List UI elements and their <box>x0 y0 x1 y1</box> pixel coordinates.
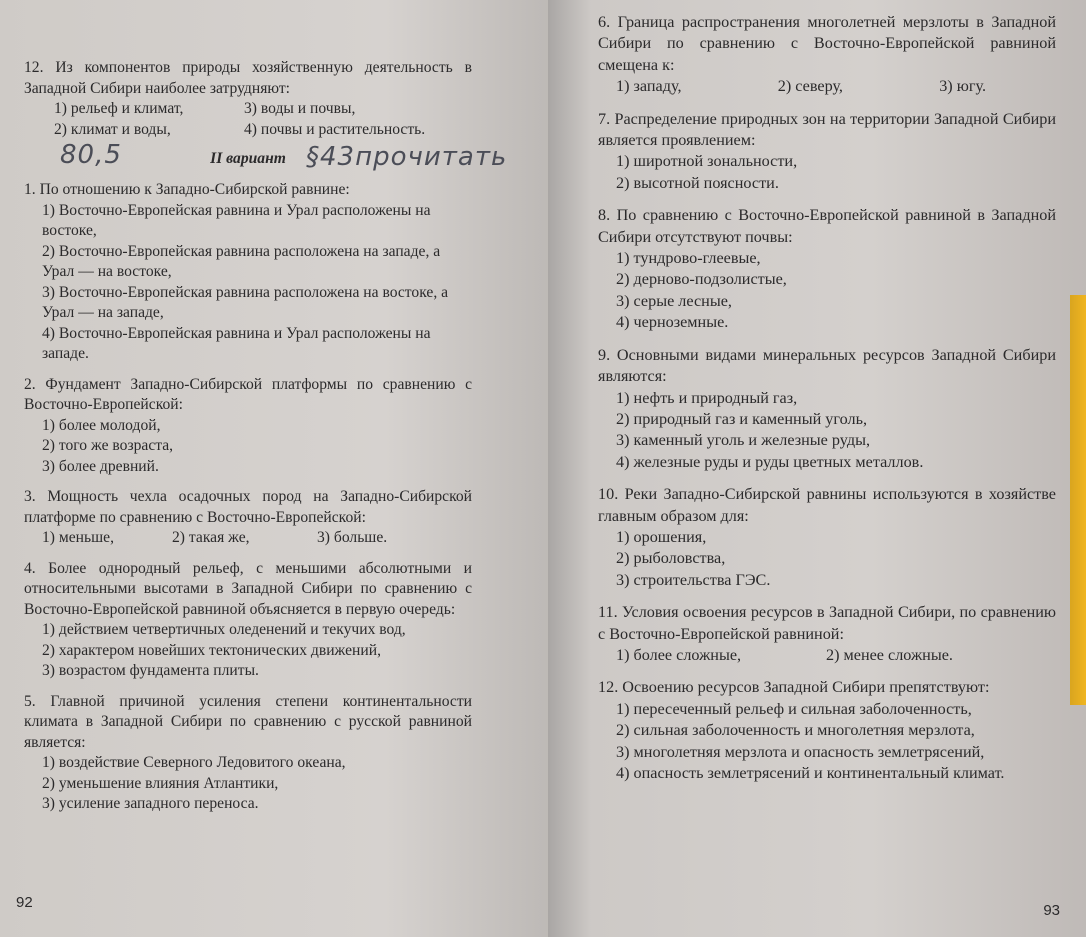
answer-option: 1) Восточно-Европейская равнина и Урал расположены на востоке, <box>42 201 431 239</box>
question-stem: 9. Основными видами минеральных ресурсов Западной Сибири являются: <box>598 345 1056 386</box>
answer-option: 3) многолетняя мерзлота и опасность землетрясений, <box>616 742 985 761</box>
question-stem: 10. Реки Западно-Сибирской равнины используются в хозяйстве главным образом для: <box>598 485 1056 525</box>
question <box>24 692 472 815</box>
handwritten-note: §43прочитать <box>306 142 508 172</box>
question <box>598 345 1056 473</box>
answer-option: 2) уменьшение влияния Атлантики, <box>42 774 279 792</box>
answer-option: 1) тундрово-глеевые, <box>616 249 761 268</box>
answer-option: 1) нефть и природный газ, <box>616 388 798 407</box>
answer-option: 3) каменный уголь и железные руды, <box>616 431 870 450</box>
answer-option: 3) больше. <box>317 529 388 546</box>
question <box>24 559 472 682</box>
answer-option: 4) железные руды и руды цветных металлов. <box>616 452 924 471</box>
answer-option: 3) возрастом фундамента плиты. <box>42 662 259 679</box>
question <box>598 109 1056 195</box>
answer-option: 2) дерново-подзолистые, <box>616 270 787 289</box>
right-page <box>548 0 1086 937</box>
answer-option: 3) усиление западного переноса. <box>42 795 259 812</box>
answer-option: 2) характером новейших тектонических движений, <box>42 641 381 659</box>
answer-option: 2) такая же, <box>172 529 250 546</box>
answer-option: 1) рельеф и климат, <box>54 100 184 117</box>
book-edge-yellow <box>1070 295 1086 705</box>
question-stem: 1. По отношению к Западно-Сибирской равнине: <box>24 181 350 198</box>
question <box>598 12 1056 98</box>
question-stem: 11. Условия освоения ресурсов в Западной Сибири, по сравнению с Восточно-Европейской равниной: <box>598 603 1056 643</box>
question <box>598 677 1056 784</box>
question <box>24 487 472 549</box>
question-stem: 6. Граница распространения многолетней мерзлоты в Западной Сибири по сравнению с Восточно-Европейской равниной смещена к: <box>598 13 1056 74</box>
question <box>24 180 472 365</box>
question-stem: 4. Более однородный рельеф, с меньшими абсолютными и относительными высотами в Западной Сибири по сравнению с Восточно-Европейской равниной объясняется в первую очередь: <box>24 559 472 618</box>
question-stem: 5. Главной причиной усиления степени континентальности климата в Западной Сибири по сравнению с русской равниной является: <box>24 692 472 751</box>
question-stem: 7. Распределение природных зон на территории Западной Сибири является проявлением: <box>598 109 1056 150</box>
question <box>598 484 1056 591</box>
page-number: 92 <box>16 894 33 911</box>
answer-option: 2) того же возраста, <box>42 437 174 454</box>
answer-option: 1) широтной зональности, <box>616 152 798 171</box>
top-question <box>24 58 472 140</box>
answer-option: 1) действием четвертичных оледенений и текучих вод, <box>42 621 406 638</box>
question <box>24 375 472 478</box>
answer-option: 2) менее сложные. <box>826 645 953 664</box>
answer-option: 3) строительства ГЭС. <box>616 570 771 589</box>
answer-option: 4) опасность землетрясений и континентальный климат. <box>616 764 1005 782</box>
answer-options <box>598 645 1056 666</box>
answer-option: 4) черноземные. <box>616 313 729 332</box>
answer-option: 2) высотной поясности. <box>616 173 779 192</box>
answer-option: 2) климат и воды, <box>54 120 171 138</box>
answer-option: 1) воздействие Северного Ледовитого океана, <box>42 754 346 771</box>
answer-option: 2) сильная заболоченность и многолетняя мерзлота, <box>616 721 975 740</box>
answer-option: 2) северу, <box>777 77 843 96</box>
answer-option: 1) более сложные, <box>616 645 742 664</box>
question-stem: 12. Из компонентов природы хозяйственную деятельность в Западной Сибири наиболее затрудняют: <box>24 59 472 97</box>
answer-options <box>24 99 472 140</box>
answer-options <box>24 528 472 549</box>
answer-option: 1) пересеченный рельеф и сильная заболоченность, <box>616 699 972 718</box>
question-stem: 2. Фундамент Западно-Сибирской платформы по сравнению с Восточно-Европейской: <box>24 375 472 413</box>
question <box>598 205 1056 333</box>
variant-heading <box>24 140 508 172</box>
answer-option: 2) рыболовства, <box>616 549 726 568</box>
question <box>598 602 1056 666</box>
answer-option: 3) югу. <box>939 77 986 96</box>
answer-option: 2) природный газ и каменный уголь, <box>616 409 867 428</box>
answer-options <box>598 76 1056 97</box>
question-stem: 12. Освоению ресурсов Западной Сибири препятствуют: <box>598 678 990 697</box>
answer-option: 1) более молодой, <box>42 416 161 434</box>
page-number: 93 <box>1043 902 1060 919</box>
answer-option: 3) серые лесные, <box>616 291 732 310</box>
answer-option: 1) орошения, <box>616 527 707 546</box>
handwritten-note: 80,5 <box>60 140 122 170</box>
answer-option: 4) почвы и растительность. <box>244 120 426 138</box>
answer-option: 1) меньше, <box>42 529 114 546</box>
answer-option: 3) Восточно-Европейская равнина расположена на востоке, а Урал — на западе, <box>42 283 449 321</box>
variant-title: II вариант <box>210 150 286 167</box>
answer-option: 3) более древний. <box>42 457 159 475</box>
answer-option: 1) западу, <box>616 77 682 96</box>
answer-option: 4) Восточно-Европейская равнина и Урал расположены на западе. <box>42 324 431 362</box>
question-stem: 3. Мощность чехла осадочных пород на Западно-Сибирской платформе по сравнению с Восточно-Европейской: <box>24 488 472 526</box>
answer-option: 2) Восточно-Европейская равнина расположена на западе, а Урал — на востоке, <box>42 242 441 280</box>
answer-option: 3) воды и почвы, <box>244 100 356 117</box>
question-stem: 8. По сравнению с Восточно-Европейской равниной в Западной Сибири отсутствуют почвы: <box>598 206 1056 246</box>
